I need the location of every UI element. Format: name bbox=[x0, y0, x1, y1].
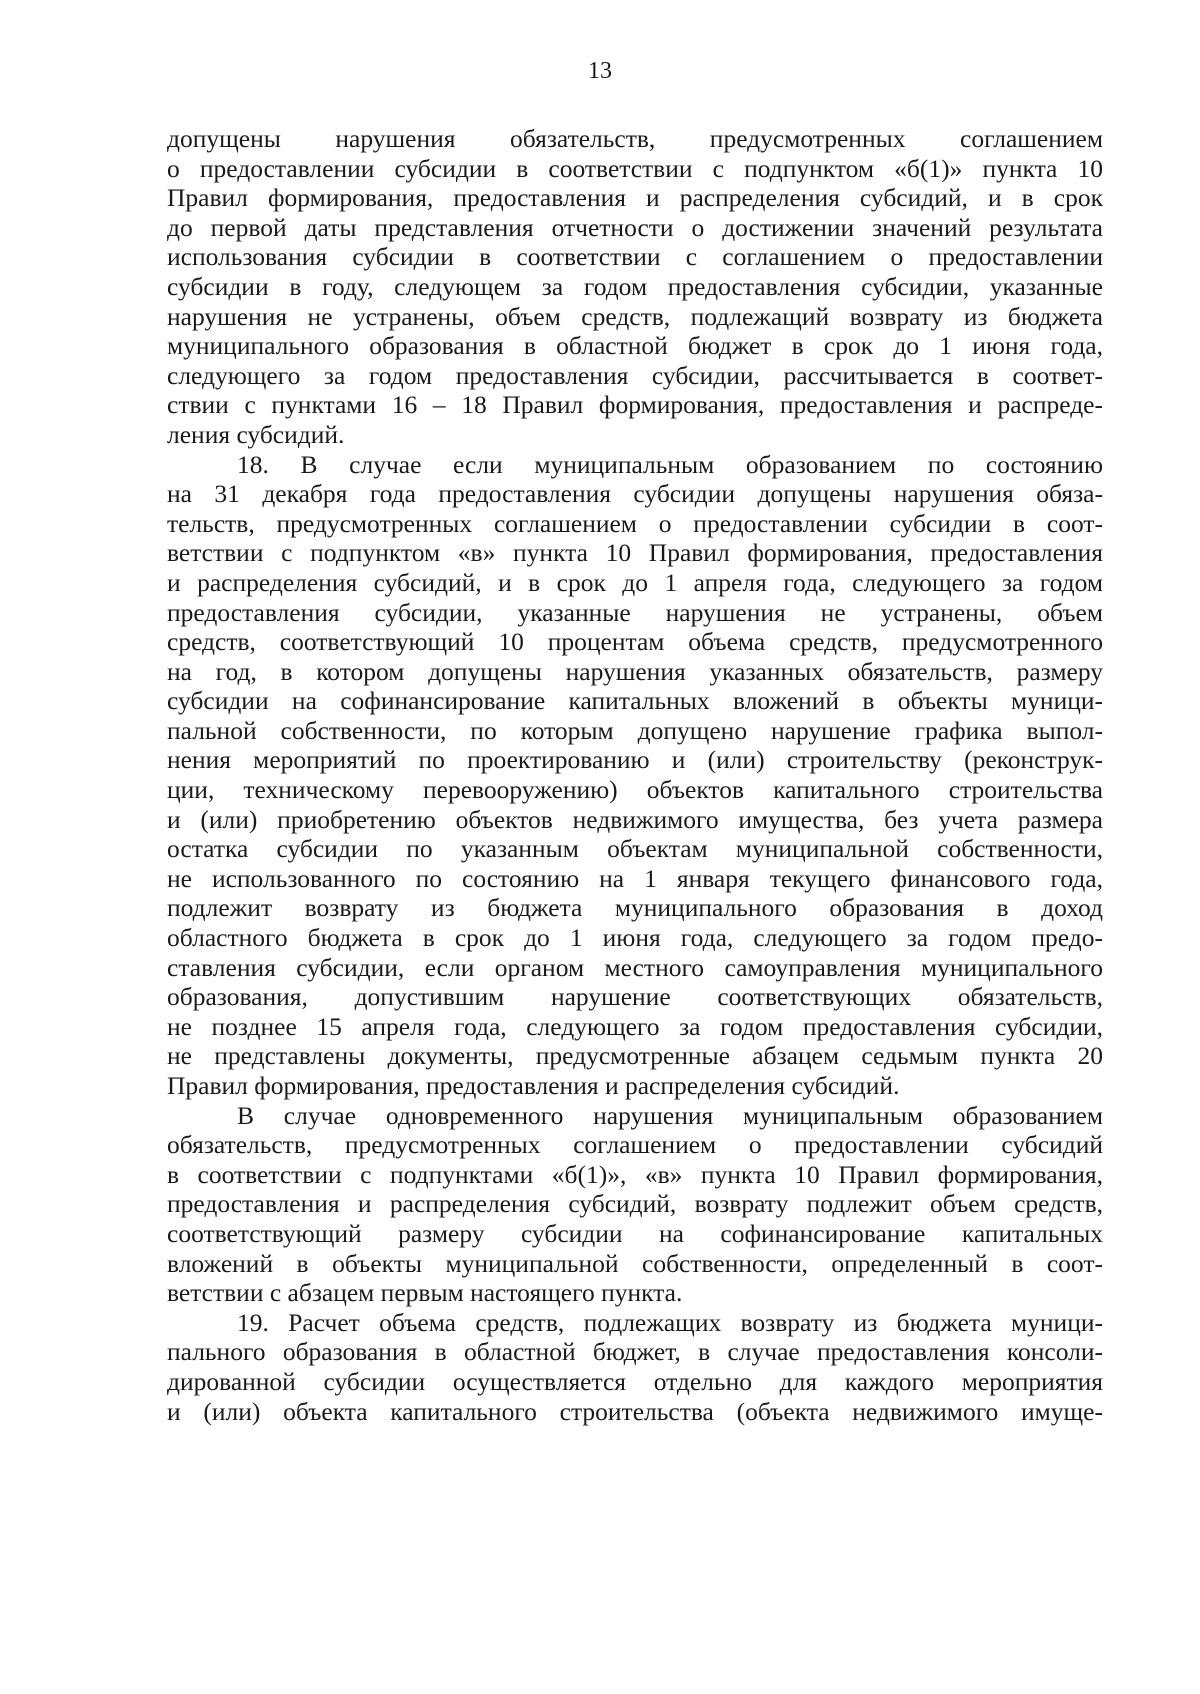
text-line: 19. Расчет объема средств, подлежащих возврату из бюджета муници- bbox=[237, 1307, 1103, 1337]
text-line: нения мероприятий по проектированию и (или) строительству (реконструк- bbox=[167, 745, 1103, 775]
text-line: дированной субсидии осуществляется отдельно для каждого мероприятия bbox=[167, 1366, 1103, 1396]
text-line: остатка субсидии по указанным объектам муниципальной собственности, bbox=[167, 834, 1103, 864]
text-line: нарушения не устранены, объем средств, подлежащий возврату из бюджета bbox=[167, 301, 1103, 331]
text-line: субсидии на софинансирование капитальных вложений в объекты муници- bbox=[167, 686, 1103, 716]
text-line: Правил формирования, предоставления и распределения субсидий. bbox=[167, 1071, 900, 1100]
text-line: не использованного по состоянию на 1 января текущего финансового года, bbox=[167, 863, 1103, 893]
text-line: и (или) приобретению объектов недвижимого имущества, без учета размера bbox=[167, 804, 1103, 834]
text-line: областного бюджета в срок до 1 июня года, следующего за годом предо- bbox=[167, 923, 1103, 953]
text-line: тельств, предусмотренных соглашением о предоставлении субсидии в соот- bbox=[167, 508, 1103, 538]
text-line: ствии с пунктами 16 – 18 Правил формирования, предоставления и распреде- bbox=[167, 390, 1103, 420]
text-line: допущены нарушения обязательств, предусмотренных соглашением bbox=[167, 124, 1103, 153]
text-line: вложений в объекты муниципальной собственности, определенный в соот- bbox=[167, 1248, 1103, 1278]
text-line: средств, соответствующий 10 процентам объема средств, предусмотренного bbox=[167, 627, 1103, 657]
text-line: пального образования в областной бюджет, в случае предоставления консоли- bbox=[167, 1337, 1103, 1367]
text-line: на 31 декабря года предоставления субсидии допущены нарушения обяза- bbox=[167, 479, 1103, 509]
text-line: следующего за годом предоставления субсидии, рассчитывается в соответ- bbox=[167, 360, 1103, 390]
text-line: и распределения субсидий, и в срок до 1 апреля года, следующего за годом bbox=[167, 567, 1103, 597]
text-line: до первой даты представления отчетности о достижении значений результата bbox=[167, 212, 1103, 242]
text-line: не представлены документы, предусмотренные абзацем седьмым пункта 20 bbox=[167, 1041, 1103, 1071]
document-body bbox=[167, 124, 1103, 1426]
text-line: использования субсидии в соответствии с соглашением о предоставлении bbox=[167, 242, 1103, 272]
text-line: обязательств, предусмотренных соглашением о предоставлении субсидий bbox=[167, 1130, 1103, 1160]
text-line: В случае одновременного нарушения муниципальным образованием bbox=[237, 1100, 1103, 1130]
text-line: ветствии с абзацем первым настоящего пункта. bbox=[167, 1278, 683, 1308]
text-line: субсидии в году, следующем за годом предоставления субсидии, указанные bbox=[167, 271, 1103, 301]
text-line: пальной собственности, по которым допущено нарушение графика выпол- bbox=[167, 715, 1103, 745]
text-line: Правил формирования, предоставления и распределения субсидий, и в срок bbox=[167, 183, 1103, 213]
text-line: и (или) объекта капитального строительства (объекта недвижимого имуще- bbox=[167, 1396, 1103, 1426]
text-line: ции, техническому перевооружению) объектов капитального строительства bbox=[167, 775, 1103, 805]
text-line: предоставления субсидии, указанные нарушения не устранены, объем bbox=[167, 597, 1103, 627]
page-number: 13 bbox=[588, 58, 612, 84]
text-line: не позднее 15 апреля года, следующего за годом предоставления субсидии, bbox=[167, 1011, 1103, 1041]
text-line: в соответствии с подпунктами «б(1)», «в» пункта 10 Правил формирования, bbox=[167, 1159, 1103, 1189]
text-line: ления субсидий. bbox=[167, 419, 345, 449]
text-line: подлежит возврату из бюджета муниципального образования в доход bbox=[167, 893, 1103, 923]
text-line: соответствующий размеру субсидии на софинансирование капитальных bbox=[167, 1218, 1103, 1248]
text-line: ветствии с подпунктом «в» пункта 10 Правил формирования, предоставления bbox=[167, 538, 1103, 568]
text-line: предоставления и распределения субсидий, возврату подлежит объем средств, bbox=[167, 1189, 1103, 1219]
text-line: на год, в котором допущены нарушения указанных обязательств, размеру bbox=[167, 656, 1103, 686]
text-line: муниципального образования в областной бюджет в срок до 1 июня года, bbox=[167, 331, 1103, 361]
text-line: образования, допустившим нарушение соответствующих обязательств, bbox=[167, 982, 1103, 1012]
text-line: ставления субсидии, если органом местного самоуправления муниципального bbox=[167, 952, 1103, 982]
text-line: о предоставлении субсидии в соответствии с подпунктом «б(1)» пункта 10 bbox=[167, 153, 1103, 183]
text-line: 18. В случае если муниципальным образованием по состоянию bbox=[237, 449, 1103, 479]
